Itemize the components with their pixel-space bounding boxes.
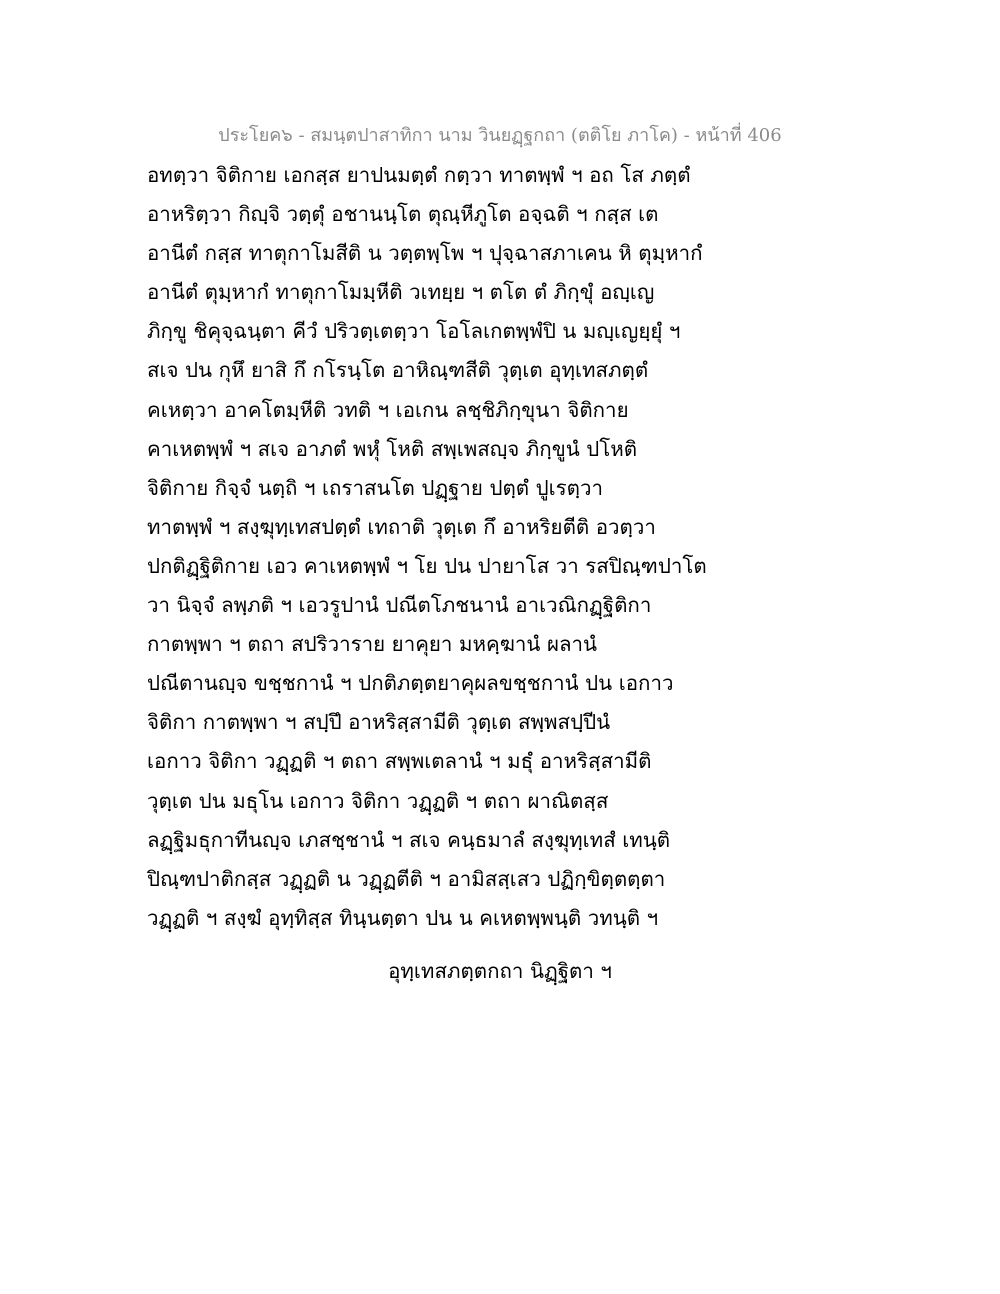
- text-line: จิติกา กาตพฺพา ฯ สปฺปึ อาหริสฺสามีติ วุตฺเต สพฺพสปฺปีนํ: [147, 710, 611, 735]
- text-line: คเหตฺวา อาคโตมฺหีติ วทติ ฯ เอเกน ลชฺชิภิกฺขุนา จิติกาย: [147, 397, 629, 422]
- text-line: อาหริตฺวา กิญฺจิ วตฺตุํ อชานนฺโต ตุณฺหีภูโต อจฺฉติ ฯ กสฺส เต: [147, 202, 659, 227]
- text-line: กาตพฺพา ฯ ตถา สปริวาราย ยาคุยา มหคฺฆานํ ผลานํ: [147, 632, 598, 657]
- text-line: วา นิจฺจํ ลพฺภติ ฯ เอวรูปานํ ปณีตโภชนานํ อาเวณิกฏฺฐิติกา: [147, 593, 652, 618]
- text-line: สเจ ปน กุหึ ยาสิ กึ กโรนฺโต อาหิณฺฑสีติ วุตฺเต อุทฺเทสภตฺตํ: [147, 358, 649, 383]
- text-line: วฏฺฏติ ฯ สงฺฆํ อุทฺทิสฺส ทินฺนตฺตา ปน น คเหตพฺพนฺติ วทนฺติ ฯ: [147, 905, 659, 930]
- section-closing-line: อุทฺเทสภตฺตกถา นิฏฺฐิตา ฯ: [388, 959, 612, 983]
- page-header: [0, 120, 1000, 149]
- text-line: อทตฺวา จิติกาย เอกสฺส ยาปนมตฺตํ กตฺวา ทาตพฺพํ ฯ อถ โส ภตฺตํ: [147, 163, 691, 187]
- text-line: ปิณฺฑปาติกสฺส วฏฺฏติ น วฏฺฏตีติ ฯ อามิสสฺเสว ปฏิกฺขิตฺตตฺตา: [147, 866, 666, 891]
- text-line: ทาตพฺพํ ฯ สงฺฆุทฺเทสปตฺตํ เทถาติ วุตฺเต กึ อาหริยตีติ อวตฺวา: [147, 514, 656, 539]
- body-text: [147, 156, 707, 938]
- text-line: เอกาว จิติกา วฏฺฏติ ฯ ตถา สพฺพเตลานํ ฯ มธุํ อาหริสฺสามีติ: [147, 749, 652, 774]
- text-line: อานีตํ ตุมฺหากํ ทาตุกาโมมฺหีติ วเทยฺย ฯ ตโต ตํ ภิกฺขุํ อญฺเญ: [147, 280, 655, 305]
- text-line: ภิกฺขู ชิคุจฺฉนฺตา คีวํ ปริวตฺเตตฺวา โอโลเกตพฺพํปิ น มญฺเญยฺยุํ ฯ: [147, 319, 681, 344]
- text-line: คาเหตพฺพํ ฯ สเจ อาภตํ พหุํ โหติ สพฺเพสญฺจ ภิกฺขูนํ ปโหติ: [147, 436, 638, 461]
- page-header-text: ประโยค๖ - สมนฺตปาสาทิกา นาม วินยฏฺฐกถา (ตติโย ภาโค) - หน้าที่ 406: [218, 125, 782, 146]
- text-line: จิติกาย กิจฺจํ นตฺถิ ฯ เถราสนโต ปฏฺฐาย ปตฺตํ ปูเรตฺวา: [147, 475, 603, 500]
- text-line: อานีตํ กสฺส ทาตุกาโมสีติ น วตฺตพฺโพ ฯ ปุจฺฉาสภาเคน หิ ตุมฺหากํ: [147, 241, 703, 266]
- text-line: ลฏฺฐิมธุกาทีนญฺจ เภสชฺชานํ ฯ สเจ คนฺธมาลํ สงฺฆุทฺเทสํ เทนฺติ: [147, 827, 671, 852]
- text-line: ปกติฏฺฐิติกาย เอว คาเหตพฺพํ ฯ โย ปน ปายาโส วา รสปิณฺฑปาโต: [147, 553, 707, 578]
- text-line: วุตฺเต ปน มธุโน เอกาว จิติกา วฏฺฏติ ฯ ตถา ผาณิตสฺส: [147, 788, 609, 813]
- text-line: ปณีตานญฺจ ขชฺชกานํ ฯ ปกติภตฺตยาคุผลขชฺชกานํ ปน เอกาว: [147, 671, 674, 696]
